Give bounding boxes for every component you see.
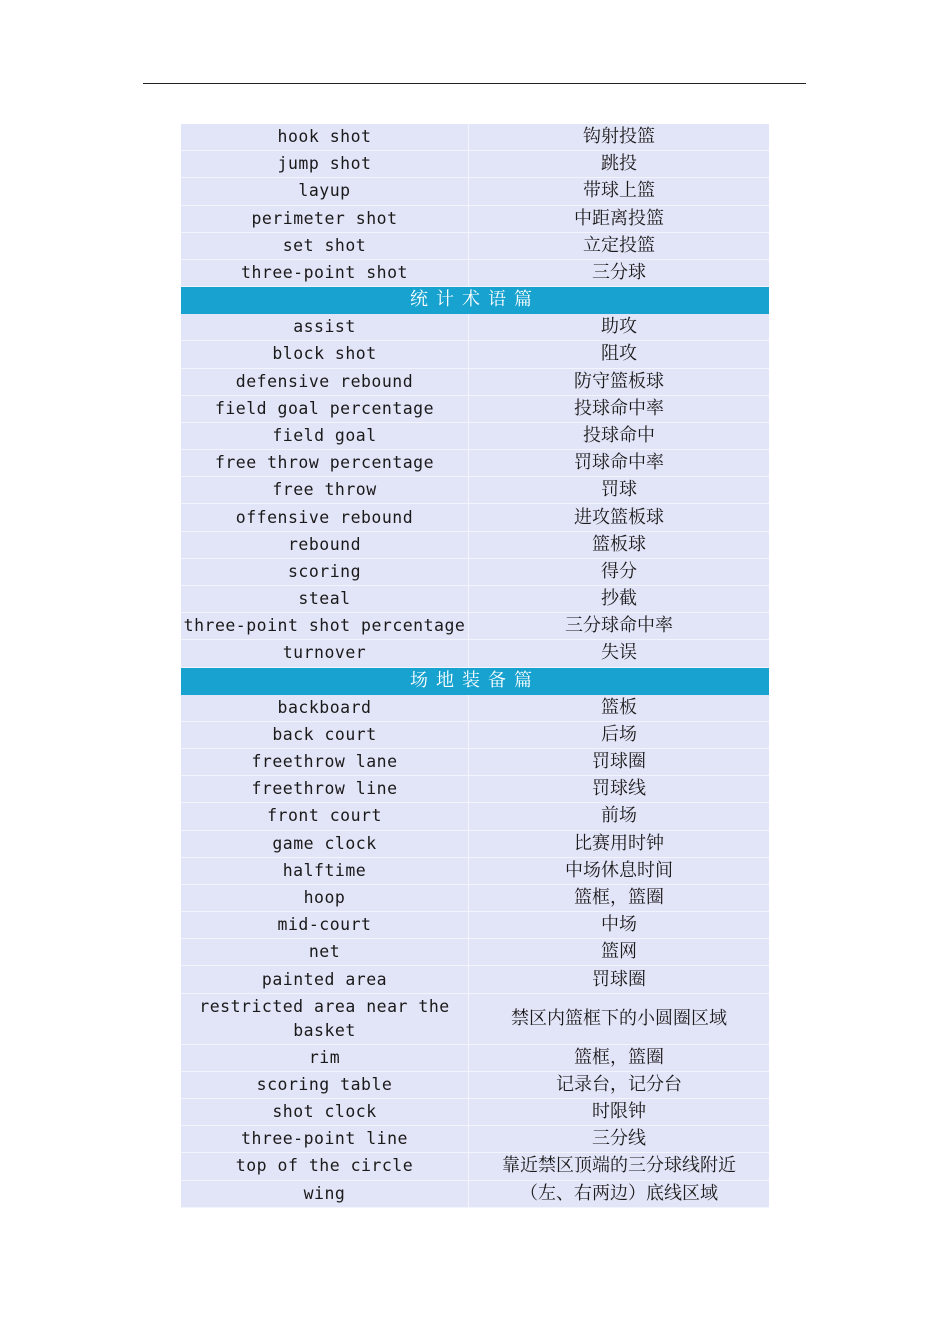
term-zh: 中场休息时间 xyxy=(469,858,769,885)
table-row xyxy=(181,1126,769,1153)
term-zh: 带球上篮 xyxy=(469,178,769,205)
term-zh: 记录台，记分台 xyxy=(469,1072,769,1099)
section-title: 统计术语篇 xyxy=(181,287,769,314)
term-zh: 比赛用时钟 xyxy=(469,831,769,858)
term-en: offensive rebound xyxy=(181,504,469,531)
table-row xyxy=(181,994,769,1045)
term-en: three-point shot xyxy=(181,260,469,287)
table-row xyxy=(181,912,769,939)
term-en: painted area xyxy=(181,966,469,993)
term-en: mid-court xyxy=(181,912,469,939)
term-zh: 罚球线 xyxy=(469,776,769,803)
table-row xyxy=(181,722,769,749)
table-row xyxy=(181,369,769,396)
table-row xyxy=(181,803,769,830)
term-en: back court xyxy=(181,722,469,749)
term-zh: 罚球圈 xyxy=(469,749,769,776)
term-en: freethrow lane xyxy=(181,749,469,776)
term-zh: 防守篮板球 xyxy=(469,369,769,396)
table-row xyxy=(181,831,769,858)
table-row xyxy=(181,966,769,993)
term-en: block shot xyxy=(181,341,469,368)
term-en: defensive rebound xyxy=(181,369,469,396)
term-zh: 立定投篮 xyxy=(469,233,769,260)
table-row xyxy=(181,749,769,776)
term-zh: 靠近禁区顶端的三分球线附近 xyxy=(469,1153,769,1180)
term-en: front court xyxy=(181,803,469,830)
term-en: three-point shot percentage xyxy=(181,613,469,640)
term-zh: 助攻 xyxy=(469,314,769,341)
table-row xyxy=(181,151,769,178)
term-en xyxy=(181,994,469,1045)
table-row xyxy=(181,559,769,586)
term-zh: 后场 xyxy=(469,722,769,749)
section-header-court xyxy=(181,668,769,695)
table-row xyxy=(181,477,769,504)
term-en: scoring table xyxy=(181,1072,469,1099)
term-en: net xyxy=(181,939,469,966)
term-zh: 篮网 xyxy=(469,939,769,966)
term-en: set shot xyxy=(181,233,469,260)
term-en: steal xyxy=(181,586,469,613)
term-zh: 篮板球 xyxy=(469,532,769,559)
term-en: free throw percentage xyxy=(181,450,469,477)
term-en: wing xyxy=(181,1181,469,1208)
table-row xyxy=(181,1153,769,1180)
table-row xyxy=(181,885,769,912)
term-zh: （左、右两边）底线区域 xyxy=(469,1181,769,1208)
term-zh: 三分线 xyxy=(469,1126,769,1153)
term-zh: 篮框，篮圈 xyxy=(469,885,769,912)
section-title: 场地装备篇 xyxy=(181,668,769,695)
table-row xyxy=(181,1181,769,1208)
term-en: layup xyxy=(181,178,469,205)
term-zh: 篮板 xyxy=(469,695,769,722)
table-row xyxy=(181,695,769,722)
table-row xyxy=(181,613,769,640)
term-en: hook shot xyxy=(181,124,469,151)
term-zh: 跳投 xyxy=(469,151,769,178)
term-zh: 钩射投篮 xyxy=(469,124,769,151)
table-row xyxy=(181,1072,769,1099)
glossary-table xyxy=(181,124,769,1208)
table-row xyxy=(181,504,769,531)
term-zh: 罚球圈 xyxy=(469,966,769,993)
term-zh: 篮框，篮圈 xyxy=(469,1045,769,1072)
term-en-line: basket xyxy=(293,1020,356,1040)
table-row xyxy=(181,532,769,559)
term-zh: 投球命中 xyxy=(469,423,769,450)
table-row xyxy=(181,640,769,667)
table-row xyxy=(181,314,769,341)
table-row xyxy=(181,939,769,966)
glossary-body xyxy=(181,124,769,1208)
term-en: field goal percentage xyxy=(181,396,469,423)
term-en-line: restricted area near the xyxy=(199,996,450,1016)
term-en: top of the circle xyxy=(181,1153,469,1180)
term-en: shot clock xyxy=(181,1099,469,1126)
term-zh: 失误 xyxy=(469,640,769,667)
section-header-stats xyxy=(181,287,769,314)
table-row xyxy=(181,1099,769,1126)
term-en: field goal xyxy=(181,423,469,450)
term-en: backboard xyxy=(181,695,469,722)
header-rule xyxy=(143,83,806,84)
term-zh: 时限钟 xyxy=(469,1099,769,1126)
term-zh: 三分球 xyxy=(469,260,769,287)
table-row xyxy=(181,776,769,803)
term-en: hoop xyxy=(181,885,469,912)
term-zh: 前场 xyxy=(469,803,769,830)
table-row xyxy=(181,423,769,450)
table-row xyxy=(181,124,769,151)
term-en: rebound xyxy=(181,532,469,559)
term-zh: 中距离投篮 xyxy=(469,206,769,233)
term-zh: 得分 xyxy=(469,559,769,586)
term-en: game clock xyxy=(181,831,469,858)
term-zh: 中场 xyxy=(469,912,769,939)
table-row xyxy=(181,233,769,260)
term-en: turnover xyxy=(181,640,469,667)
term-zh: 禁区内篮框下的小圆圈区域 xyxy=(469,994,769,1045)
table-row xyxy=(181,178,769,205)
table-row xyxy=(181,858,769,885)
term-en: halftime xyxy=(181,858,469,885)
term-zh: 投球命中率 xyxy=(469,396,769,423)
term-en: jump shot xyxy=(181,151,469,178)
term-en: rim xyxy=(181,1045,469,1072)
term-en: assist xyxy=(181,314,469,341)
table-row xyxy=(181,450,769,477)
term-zh: 进攻篮板球 xyxy=(469,504,769,531)
table-row xyxy=(181,586,769,613)
term-zh: 三分球命中率 xyxy=(469,613,769,640)
table-row xyxy=(181,206,769,233)
term-zh: 罚球命中率 xyxy=(469,450,769,477)
term-zh: 阻攻 xyxy=(469,341,769,368)
table-row xyxy=(181,260,769,287)
term-en: perimeter shot xyxy=(181,206,469,233)
term-en: freethrow line xyxy=(181,776,469,803)
table-row xyxy=(181,341,769,368)
table-row xyxy=(181,1045,769,1072)
table-row xyxy=(181,396,769,423)
term-en: scoring xyxy=(181,559,469,586)
term-zh: 抄截 xyxy=(469,586,769,613)
term-en: three-point line xyxy=(181,1126,469,1153)
term-zh: 罚球 xyxy=(469,477,769,504)
term-en: free throw xyxy=(181,477,469,504)
